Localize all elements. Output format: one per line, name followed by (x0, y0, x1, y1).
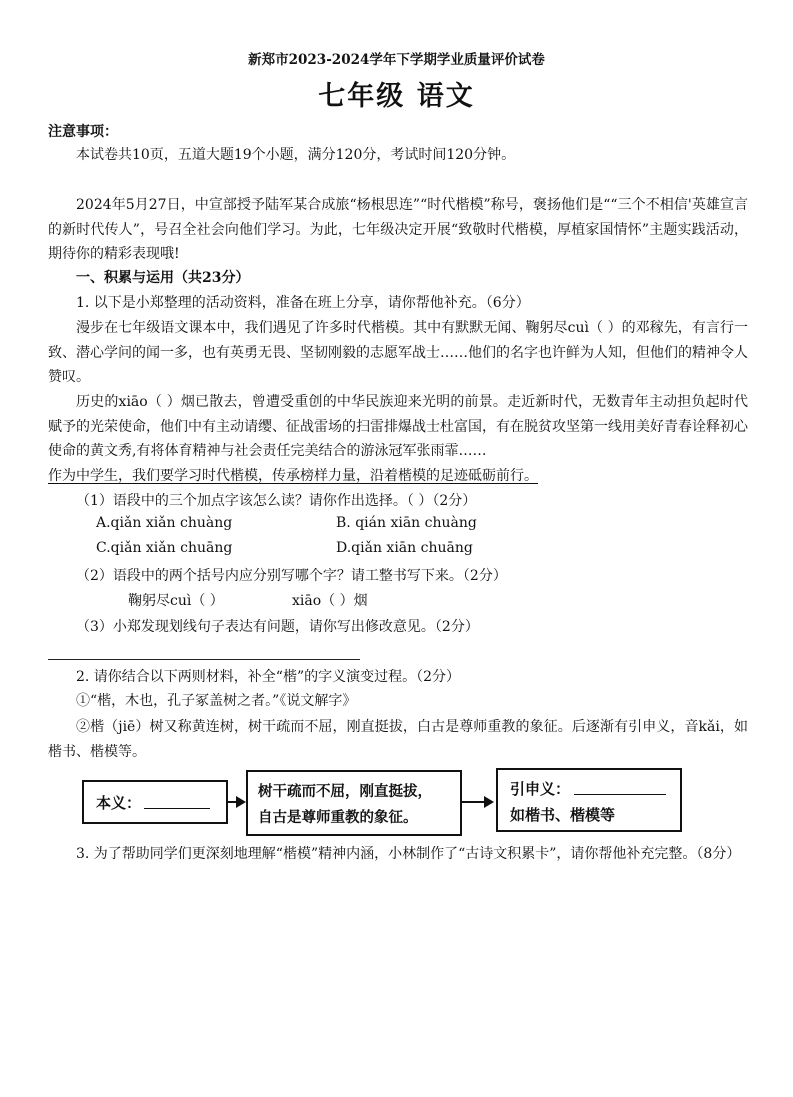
question-1-stem: 1. 以下是小郑整理的活动资料，准备在班上分享，请你帮他补充。（6分） (76, 295, 530, 311)
exam-subtitle: 新郑市2023-2024学年下学期学业质量评价试卷 (248, 52, 545, 68)
sub-2-item-2: xiāo（ ）烟 (292, 593, 368, 609)
material-1: ①“楷，木也，孔子冢盖树之者。”《说文解字》 (76, 693, 357, 709)
diagram-box-description (246, 770, 462, 836)
question-1-paragraph-2: 历史的xiāo（ ）烟已散去，曾遭受重创的中华民族迎来光明的前景。走近新时代，无数青年主动担负起时代赋予的光荣使命，他们中有主动请缨、征战雷场的扫雷排爆战士杜富国，有在脱贫攻坚第一线用美好青春诠释初心使命的黄文秀,有将体育精神与社会责任完美结合的游泳冠军张雨霏…… (48, 394, 748, 459)
description-line-1: 树干疏而不屈，刚直挺拔， (258, 783, 432, 800)
arrow-head-1 (236, 796, 246, 808)
question-3-stem: 3. 为了帮助同学们更深刻地理解“楷模”精神内涵，小林制作了“古诗文积累卡”，请你帮他补充完整。（8分） (76, 846, 741, 862)
section-heading: 一、积累与运用（共23分） (76, 270, 250, 286)
extended-meaning-blank (574, 794, 666, 795)
option-c: C.qiǎn xiǎn chuāng (96, 540, 233, 556)
extended-meaning-examples: 如楷书、楷模等 (510, 806, 616, 824)
question-1-sub-1: （1）语段中的三个加点字该怎么读？请你作出选择。（ ）（2分） (76, 493, 477, 509)
notes-text: 本试卷共10页，五道大题19个小题，满分120分，考试时间120分钟。 (76, 147, 516, 163)
original-meaning-blank (144, 808, 210, 809)
answer-line (48, 659, 360, 660)
extended-meaning-label: 引申义： (510, 780, 571, 798)
description-line-2: 自古是尊师重教的象征。 (258, 809, 418, 826)
material-2: ②楷（jiē）树又称黄连树，树干疏而不屈，刚直挺拔，白古是尊师重教的象征。后逐渐有引申义，音kǎi，如楷书、楷模等。 (48, 719, 748, 760)
option-d: D.qiǎn xiān chuāng (336, 540, 473, 556)
diagram-arrow-1 (226, 801, 236, 803)
original-meaning-label: 本义： (96, 794, 142, 812)
diagram-box-original-meaning (82, 780, 228, 824)
diagram-arrow-2 (460, 801, 484, 803)
underlined-sentence: 作为中学生，我们要学习时代楷模，传承榜样力量，沿着楷模的足迹砥砺前行。 (48, 468, 538, 484)
diagram-box-extended-meaning (496, 768, 682, 832)
option-a: A.qiǎn xiǎn chuàng (96, 515, 233, 531)
question-1-sub-2: （2）语段中的两个括号内应分别写哪个字？请工整书写下来。（2分） (76, 568, 507, 584)
option-b: B. qián xiān chuàng (336, 515, 477, 531)
question-1-paragraph-1: 漫步在七年级语文课本中，我们遇见了许多时代楷模。其中有默默无闻、鞠躬尽cuì（ ）的邓稼先，有言行一致、潜心学问的闻一多，也有英勇无畏、坚韧刚毅的志愿军战士……他们的名字也许鲜为人知，但他们的精神令人赞叹。 (48, 320, 748, 385)
arrow-head-2 (484, 796, 494, 808)
exam-title: 七年级 语文 (318, 81, 475, 112)
question-2-stem: 2. 请你结合以下两则材料，补全“楷”的字义演变过程。（2分） (76, 669, 461, 685)
question-1-sub-3: （3）小郑发现划线句子表达有问题，请你写出修改意见。（2分） (76, 619, 479, 635)
sub-2-item-1: 鞠躬尽cuì（ ） (128, 593, 224, 609)
intro-paragraph: 2024年5月27日，中宣部授予陆军某合成旅“杨根思连”“时代楷模”称号，褒扬他们是““三个不相信'英雄宣言的新时代传人”，号召全社会向他们学习。为此，七年级决定开展“致敬时代楷模，厚植家国情怀”主题实践活动，期待你的精彩表现哦! (48, 197, 748, 262)
notes-heading: 注意事项： (48, 124, 118, 140)
